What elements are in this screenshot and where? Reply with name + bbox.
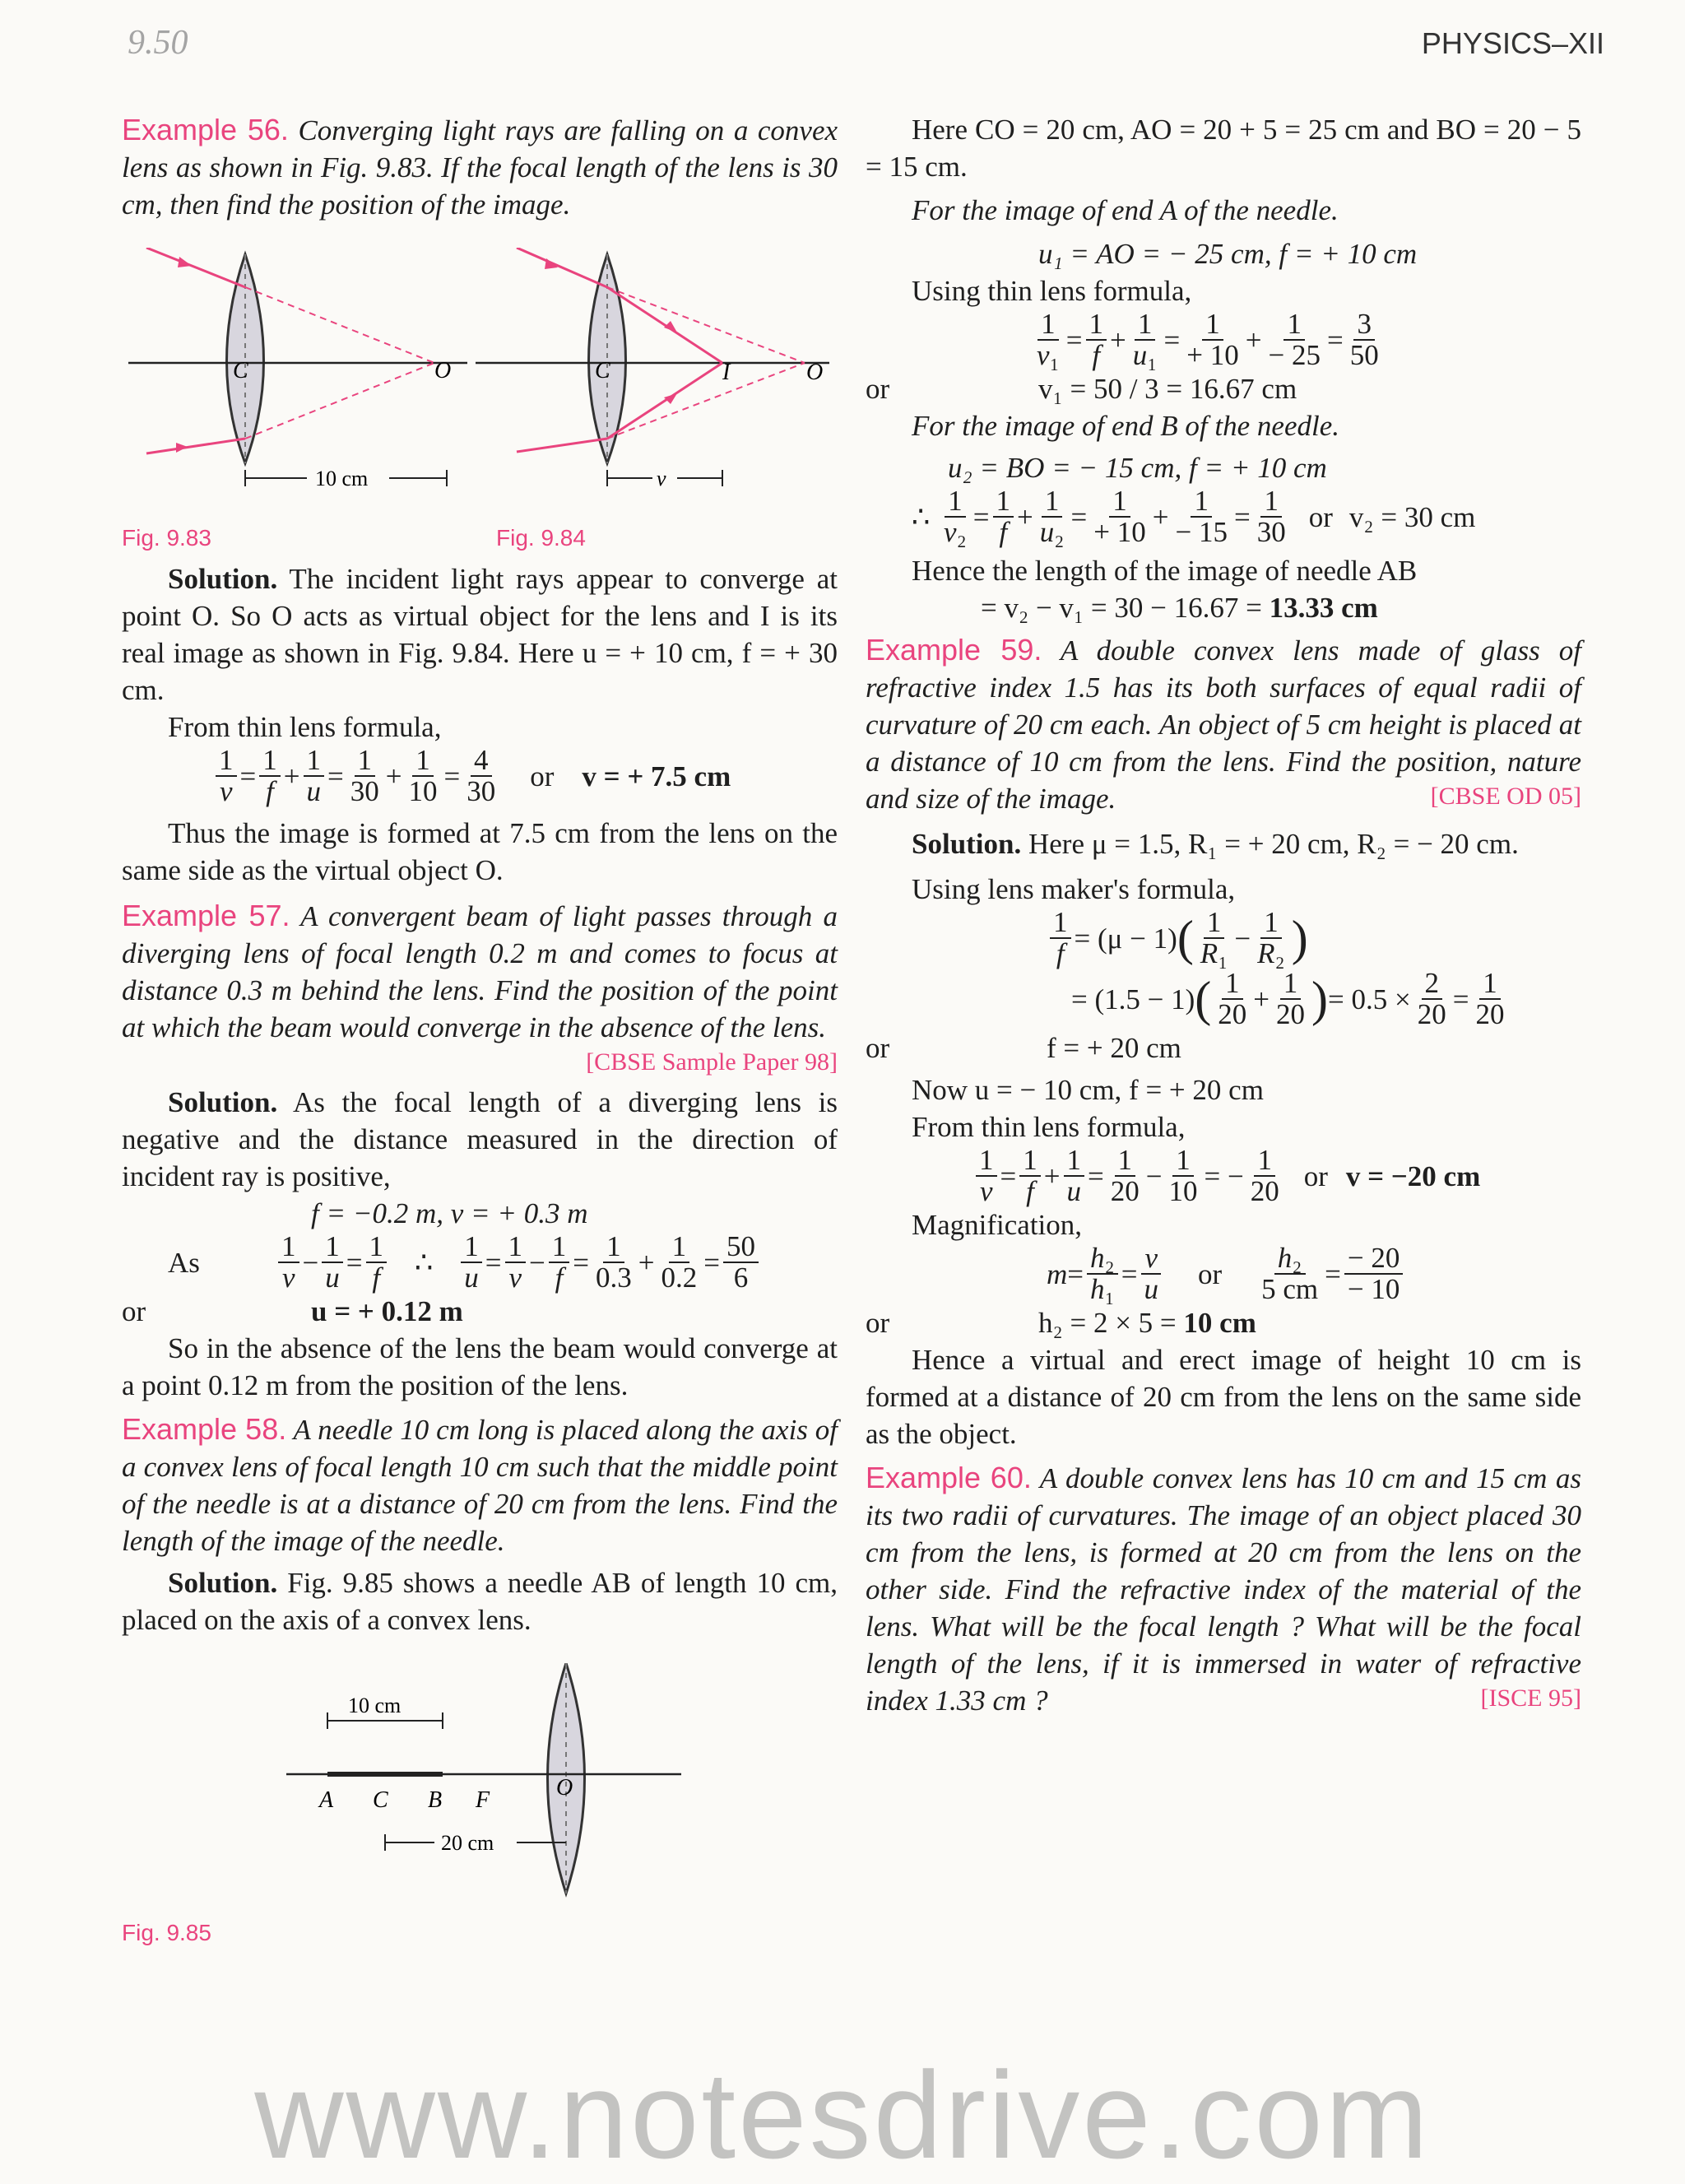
- fig84-i-label: I: [722, 360, 731, 385]
- right-column: [866, 111, 1581, 1719]
- h-result-line: or h₂ = 2 × 5 = 10 cm: [866, 1307, 1256, 1339]
- fig85-top-dim: 10 cm: [348, 1694, 402, 1717]
- equation-56: $\frac{1}{v}$ = $\frac{1}{f}$ + $\frac{1}{u}$ = $\frac{1}{30}$ + $\frac{1}{10}$ = $\frac{4}{30}$ or v = + 7.5 cm: [122, 746, 838, 806]
- result-56: v = + 7.5 cm: [582, 760, 731, 792]
- example-59-solution: Solution. Here μ = 1.5, R₁ = + 20 cm, R₂ = − 20 cm.: [912, 828, 1519, 860]
- example-59-source: [CBSE OD 05]: [1430, 783, 1581, 810]
- fig83-c-label: C: [233, 358, 248, 383]
- formula-intro-59: From thin lens formula,: [912, 1111, 1186, 1143]
- example-56-label: Example 56.: [122, 113, 289, 146]
- example-59-label: Example 59.: [866, 633, 1042, 667]
- example-57-source: [CBSE Sample Paper 98]: [586, 1048, 838, 1076]
- ex58-line-6: For the image of end B of the needle.: [912, 410, 1339, 442]
- fig-9-84-caption: Fig. 9.84: [496, 525, 586, 551]
- watermark: www.notesdrive.com: [254, 2046, 1431, 2184]
- ex58-line-1: Here CO = 20 cm, AO = 20 + 5 = 25 cm and BO = 20 − 5 = 15 cm.: [866, 114, 1581, 183]
- magnification-intro: Magnification,: [912, 1209, 1083, 1241]
- example-58-label: Example 58.: [122, 1412, 287, 1446]
- fig85-bottom-dim: 20 cm: [441, 1831, 494, 1855]
- ex58-line-2: For the image of end A of the needle.: [912, 194, 1339, 226]
- figure-9-84: [476, 248, 838, 519]
- needle-image-length: 13.33 cm: [1269, 592, 1378, 624]
- fig85-a-label: A: [319, 1787, 334, 1813]
- page-number: 9.50: [128, 24, 188, 62]
- left-column: [122, 111, 838, 1951]
- h-result: 10 cm: [1183, 1307, 1256, 1339]
- fig84-dim-label: v: [657, 467, 666, 490]
- now-line: Now u = − 10 cm, f = + 20 cm: [912, 1074, 1264, 1106]
- figure-9-83: [122, 248, 476, 519]
- f-result: f = + 20 cm: [1047, 1032, 1181, 1064]
- example-56-conclusion: Thus the image is formed at 7.5 cm from the lens on the same side as the virtual object O.: [122, 817, 838, 886]
- example-57-conclusion: So in the absence of the lens the beam would converge at a point 0.12 m from the position of the lens.: [122, 1332, 838, 1401]
- result-57-line: or u = + 0.12 m: [122, 1295, 463, 1327]
- makers-intro: Using lens maker's formula,: [912, 873, 1236, 905]
- ex58-line-5: or v₁ = 50 / 3 = 16.67 cm: [866, 373, 1297, 405]
- fig83-dim-label: 10 cm: [315, 467, 369, 490]
- ex58-line-10: = v₂ − v₁ = 30 − 16.67 = 13.33 cm: [981, 592, 1378, 624]
- equation-59c: $\frac{1}{v}$ = $\frac{1}{f}$ + $\frac{1}{u}$ = $\frac{1}{20}$ − $\frac{1}{10}$ = − $\frac{1}{20}$ or v = −20 cm: [866, 1145, 1581, 1206]
- example-60: Example 60. A double convex lens has 10 cm and 15 cm as its two radii of curvatures. The image of an object placed 30 cm from the lens, is formed at 20 cm from the lens on the other side. Find the refractive index of the material of the lens. What will be the focal length ? What will be the focal length of the lens, if it is immersed in water of refractive index 1.33 cm ? [ISCE 95]: [866, 1461, 1582, 1717]
- solution-heading: Solution.: [168, 563, 278, 595]
- ex58-line-7: u₂ = BO = − 15 cm, f = + 10 cm: [948, 452, 1327, 484]
- equation-58a: $\frac{1}{\text{v₁}}$ = $\frac{1}{f}$ + $\frac{1}{\text{u₁}}$ = $\frac{1}{+ 10}$ + $\frac{1}{- 25}$ = $\frac{3}{50}$: [1037, 308, 1379, 371]
- equation-59b: = (1.5 − 1) ( $\frac{1}{20}$ + $\frac{1}{20}$ ) = 0.5 × $\frac{2}{20}$ = $\frac{1}{20}$: [1071, 967, 1505, 1030]
- fig85-f-label: F: [476, 1787, 490, 1813]
- figures-9-83-9-84: [122, 223, 838, 560]
- example-58-solution: Solution. Fig. 9.85 shows a needle AB of length 10 cm, placed on the axis of a convex lens.: [122, 1567, 838, 1636]
- example-57-given: f = −0.2 m, v = + 0.3 m: [311, 1197, 588, 1229]
- fig-9-85-caption: Fig. 9.85: [122, 1920, 211, 1945]
- example-56-solution: Solution. The incident light rays appear to converge at point O. So O acts as virtual object for the lens and I is its real image as shown in Fig. 9.84. Here u = + 10 cm, f = + 30 cm.: [122, 563, 838, 706]
- example-56: [122, 111, 838, 223]
- equation-59a: $\frac{1}{f}$ = (μ − 1) ( $\frac{1}{\text{R₁}}$ − $\frac{1}{\text{R₂}}$ ): [866, 908, 1581, 969]
- equation-57: As $\frac{1}{v}$ − $\frac{1}{u}$ = $\frac{1}{f}$ ∴ $\frac{1}{u}$ = $\frac{1}{v}$ − $\frac{1}{f}$ = $\frac{1}{0.3}$ + $\frac{1}{0.2}$ = $\frac{50}{6}$: [122, 1232, 838, 1293]
- ex58-line-3: u₁ = AO = − 25 cm, f = + 10 cm: [1038, 238, 1418, 270]
- example-59-conclusion: Hence a virtual and erect image of height 10 cm is formed at a distance of 20 cm from the lens on the same side as the object.: [866, 1344, 1581, 1450]
- example-57: Example 57. A convergent beam of light passes through a diverging lens of focal length 0.2 m and comes to focus at distance 0.3 m behind the lens. Find the position of the point at which the beam would converge in the absence of the lens. [CBSE Sample Paper 98]: [122, 897, 838, 1079]
- fig84-o-label: O: [806, 360, 824, 385]
- example-57-solution: Solution. As the focal length of a diverging lens is negative and the distance measured in the direction of incident ray is positive,: [122, 1086, 838, 1192]
- formula-intro: From thin lens formula,: [168, 711, 442, 743]
- running-header: PHYSICS–XII: [1421, 26, 1604, 60]
- fig85-o-label: O: [556, 1775, 573, 1801]
- fig-9-83-caption: Fig. 9.83: [122, 525, 211, 551]
- figure-9-85: [278, 1663, 706, 1902]
- figure-9-85-block: [122, 1638, 838, 1951]
- example-56-question: Converging light rays are falling on a convex lens as shown in Fig. 9.83. If the focal length of the lens is 30 cm, then find the position of the image.: [122, 114, 838, 221]
- ex58-line-4: Using thin lens formula,: [912, 275, 1192, 307]
- f-result-line: or f = + 20 cm: [866, 1032, 1181, 1064]
- fig84-c-label: C: [595, 358, 610, 383]
- equation-59d: m = $\frac{\text{h₂}}{\text{h₁}}$ = $\frac{v}{u}$ or $\frac{\text{h₂}}{5 cm}$ = $\frac{- 20}{- 10}$: [866, 1243, 1581, 1304]
- v2-result: v₂ = 30 cm: [1348, 500, 1476, 533]
- fig85-c-label: C: [373, 1787, 388, 1813]
- example-58: Example 58. A needle 10 cm long is placed along the axis of a convex lens of focal length 10 cm such that the middle point of the needle is at a distance of 20 cm from the lens. Find the length of the image of the needle.: [122, 1412, 838, 1557]
- fig83-o-label: O: [434, 358, 452, 383]
- example-60-source: [ISCE 95]: [1480, 1684, 1581, 1712]
- example-57-label: Example 57.: [122, 899, 290, 932]
- equation-58b: ∴ $\frac{1}{\text{v₂}}$ = $\frac{1}{f}$ + $\frac{1}{\text{u₂}}$ = $\frac{1}{+ 10}$ + $\frac{1}{- 15}$ = $\frac{1}{30}$ or v₂ = 30 cm: [912, 485, 1476, 548]
- ex58-line-9: Hence the length of the image of needle AB: [912, 555, 1418, 587]
- result-57: u = + 0.12 m: [311, 1295, 463, 1327]
- example-59: Example 59. A double convex lens made of glass of refractive index 1.5 has its both surfaces of equal radii of curvature of 20 cm each. An object of 5 cm height is placed at a distance of 10 cm from the lens. Find the position, nature and size of the image. [CBSE OD 05]: [866, 633, 1582, 815]
- fig85-b-label: B: [428, 1787, 443, 1813]
- v-result-59: v = −20 cm: [1345, 1159, 1481, 1192]
- example-60-label: Example 60.: [866, 1461, 1032, 1494]
